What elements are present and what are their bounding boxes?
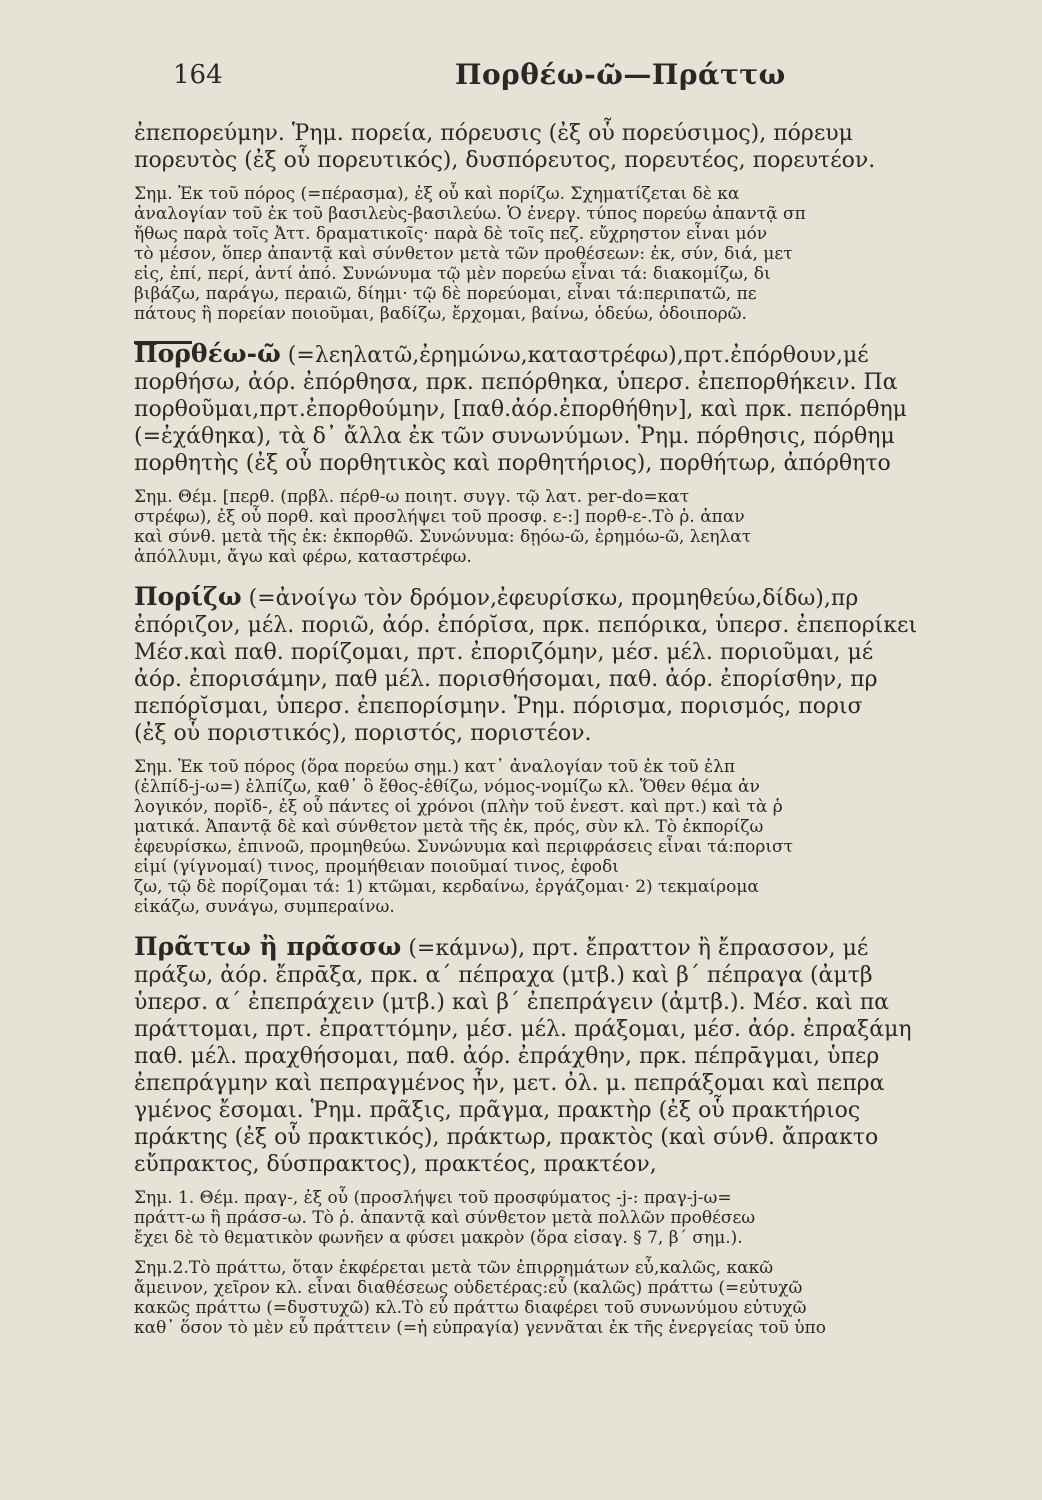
- note-line: καὶ σύνθ. μετὰ τῆς ἐκ: ἐκπορθῶ. Συνώνυμα: δῃόω-ῶ, ἐρημόω-ῶ, λεηλατ: [134, 527, 752, 547]
- note-line: πράττ-ω ἢ πράσσ-ω. Τὸ ῥ. ἀπαντᾷ καὶ σύνθετον μετὰ πολλῶν προθέσεω: [134, 1208, 756, 1228]
- lemma-heading: Πορίζω: [134, 582, 242, 611]
- text-line: Μέσ.καὶ παθ. πορίζομαι, πρτ. ἐποριζόμην, μέσ. μέλ. ποριοῦμαι, μέ: [134, 640, 874, 665]
- entry-continuation: [134, 120, 1042, 174]
- text-line: πορευτὸς (ἐξ οὗ πορευτικός), δυσπόρευτος, πορευτέος, πορευτέον.: [134, 148, 876, 173]
- note-line: Σημ. 1. Θέμ. πραγ-, ἐξ οὗ (προσλήψει τοῦ προσφύματος -j-: πραγ-j-ω=: [134, 1188, 732, 1208]
- note-line: κακῶς πράττω (=δυστυχῶ) κλ.Τὸ εὖ πράττω διαφέρει τοῦ συνωνύμου εὐτυχῶ: [134, 1298, 807, 1318]
- note-portheo: [134, 487, 1042, 567]
- lemma-gloss: (=λεηλατῶ,ἐρημώνω,καταστρέφω),πρτ.ἐπόρθουν,μέ: [280, 343, 869, 368]
- note-line: (ἐλπίδ-j-ω=) ἐλπίζω, καθ᾽ ὃ ἔθος-ἐθίζω, νόμος-νομίζω κλ. Ὅθεν θέμα ἀν: [134, 777, 760, 797]
- text-line: [134, 583, 1042, 612]
- text-line: πορθήσω, ἀόρ. ἐπόρθησα, πρκ. πεπόρθηκα, ὑπερσ. ἐπεπορθήκειν. Πα: [134, 370, 898, 395]
- note-line: ἤθως παρὰ τοῖς Ἀττ. δραματικοῖς· παρὰ δὲ τοῖς πεζ. εὔχρηστον εἶναι μόν: [134, 224, 768, 244]
- text-line: πορθητὴς (ἐξ οὗ πορθητικὸς καὶ πορθητήριος), πορθήτωρ, ἀπόρθητο: [134, 451, 891, 476]
- lemma-heading: Πρᾶττω ἢ πρᾶσσω: [134, 932, 402, 961]
- text-line: πεπόρῐσμαι, ὑπερσ. ἐπεπορίσμην. Ῥημ. πόρισμα, πορισμός, πορισ: [134, 694, 863, 719]
- note-line: εἰς, ἐπί, περί, ἀντί ἀπό. Συνώνυμα τῷ μὲν πορεύω εἶναι τά: διακομίζω, δι: [134, 264, 771, 284]
- text-line: γμένος ἔσομαι. Ῥημ. πρᾶξις, πρᾶγμα, πρακτὴρ (ἐξ οὗ πρακτήριος: [134, 1098, 861, 1123]
- text-line: (ἐξ οὗ ποριστικός), ποριστός, ποριστέον.: [134, 721, 592, 746]
- note-line: λογικόν, πορῐδ-, ἐξ οὗ πάντες οἱ χρόνοι (πλὴν τοῦ ἐνεστ. καὶ πρτ.) καὶ τὰ ῥ: [134, 797, 783, 817]
- entry-porizo: [134, 583, 1042, 747]
- note-line: ἐφευρίσκω, ἐπινοῶ, προμηθεύω. Συνώνυμα καὶ περιφράσεις εἶναι τά:ποριστ: [134, 837, 793, 857]
- note-line: ἀναλογίαν τοῦ ἐκ τοῦ βασιλεὺς-βασιλεύω. Ὁ ἐνεργ. τύπος πορεύω ἀπαντᾷ σπ: [134, 204, 806, 224]
- text-line: ἐπεπράγμην καὶ πεπραγμένος ἦν, μετ. ὀλ. μ. πεπράξομαι καὶ πεπρα: [134, 1071, 885, 1096]
- text-line: εὔπρακτος, δύσπρακτος), πρακτέος, πρακτέον,: [134, 1152, 657, 1177]
- text-line: πορθοῦμαι,πρτ.ἐπορθούμην, [παθ.ἀόρ.ἐπορθήθην], καὶ πρκ. πεπόρθημ: [134, 397, 907, 422]
- text-line: (=ἐχάθηκα), τὰ δ᾽ ἄλλα ἐκ τῶν συνωνύμων. Ῥημ. πόρθησις, πόρθημ: [134, 424, 895, 449]
- text-line: πράττομαι, πρτ. ἐπραττόμην, μέσ. μέλ. πράξομαι, μέσ. ἀόρ. ἐπραξάμη: [134, 1017, 912, 1042]
- note-line: εἰμί (γίγνομαί) τινος, προμήθειαν ποιοῦμαί τινος, ἐφοδι: [134, 857, 619, 877]
- text-line: ἀόρ. ἐπορισάμην, παθ μέλ. πορισθήσομαι, παθ. ἀόρ. ἐπορίσθην, πρ: [134, 667, 878, 692]
- note-line: ἀπόλλυμι, ἄγω καὶ φέρω, καταστρέφω.: [134, 547, 472, 567]
- note-line: Σημ. Θέμ. [περθ. (πρβλ. πέρθ-ω ποιητ. συγγ. τῷ λατ. per-do=κατ: [134, 487, 690, 507]
- note-poreuo: [134, 184, 1042, 324]
- text-line: [134, 933, 1042, 962]
- text-line: ἐπεπορεύμην. Ῥημ. πορεία, πόρευσις (ἐξ οὗ πορεύσιμος), πόρευμ: [134, 121, 853, 146]
- text-line: παθ. μέλ. πραχθήσομαι, παθ. ἀόρ. ἐπράχθην, πρκ. πέπρᾱγμαι, ὑπερ: [134, 1044, 880, 1069]
- dictionary-text: [134, 120, 1042, 1338]
- note-line: Σημ. Ἐκ τοῦ πόρος (=πέρασμα), ἐξ οὗ καὶ πορίζω. Σχηματίζεται δὲ κα: [134, 184, 740, 204]
- note-line: ἔχει δὲ τὸ θεματικὸν φωνῆεν α φύσει μακρὸν (ὅρα εἰσαγ. § 7, β´ σημ.).: [134, 1228, 743, 1248]
- note-line: ζω, τῷ δὲ πορίζομαι τά: 1) κτῶμαι, κερδαίνω, ἐργάζομαι· 2) τεκμαίρομα: [134, 877, 759, 897]
- page-number: 164: [173, 60, 223, 90]
- lemma-gloss: (=κάμνω), πρτ. ἔπραττον ἢ ἔπρασσον, μέ: [401, 936, 869, 961]
- note-line: Σημ.2.Τὸ πράττω, ὅταν ἐκφέρεται μετὰ τῶν ἐπιρρημάτων εὖ,καλῶς, κακῶ: [134, 1258, 774, 1278]
- note-line: εἰκάζω, συνάγω, συμπεραίνω.: [134, 897, 395, 917]
- text-line: ἐπόριζον, μέλ. ποριῶ, ἀόρ. ἐπόρῐσα, πρκ. πεπόρικα, ὑπερσ. ἐπεπορίκει: [134, 613, 918, 638]
- note-line: καθ᾽ ὅσον τὸ μὲν εὖ πράττειν (=ἡ εὐπραγία) γεννᾶται ἐκ τῆς ἐνεργείας τοῦ ὑπο: [134, 1318, 826, 1338]
- note-pratto-2: [134, 1258, 1042, 1338]
- entry-pratto: [134, 933, 1042, 1178]
- note-line: τὸ μέσον, ὅπερ ἀπαντᾷ καὶ σύνθετον μετὰ τῶν προθέσεων: ἐκ, σύν, διά, μετ: [134, 244, 793, 264]
- text-line: πράκτης (ἐξ οὗ πρακτικός), πράκτωρ, πρακτὸς (καὶ σύνθ. ἄπρακτο: [134, 1125, 879, 1150]
- text-line: πράξω, ἀόρ. ἔπρᾱξα, πρκ. α´ πέπραχα (μτβ.) καὶ β´ πέπραγα (ἀμτβ: [134, 963, 873, 988]
- note-line: πάτους ἢ πορείαν ποιοῦμαι, βαδίζω, ἔρχομαι, βαίνω, ὁδεύω, ὁδοιπορῶ.: [134, 304, 747, 324]
- note-pratto-1: [134, 1188, 1042, 1248]
- text-line: [134, 340, 1042, 369]
- note-line: Σημ. Ἐκ τοῦ πόρος (ὅρα πορεύω σημ.) κατ᾽ ἀναλογίαν τοῦ ἐκ τοῦ ἐλπ: [134, 757, 736, 777]
- entry-portheo: [134, 340, 1042, 477]
- note-line: βιβάζω, παράγω, περαιῶ, δίημι· τῷ δὲ πορεύομαι, εἶναι τά:περιπατῶ, πε: [134, 284, 757, 304]
- lemma-heading: Πορθέω-ῶ: [134, 339, 281, 368]
- note-line: ματικά. Ἀπαντᾷ δὲ καὶ σύνθετον μετὰ τῆς ἐκ, πρός, σὺν κλ. Τὸ ἐκπορίζω: [134, 817, 764, 837]
- note-line: ἄμεινον, χεῖρον κλ. εἶναι διαθέσεως οὐδετέρας:εὖ (καλῶς) πράττω (=εὐτυχῶ: [134, 1278, 803, 1298]
- note-porizo: [134, 757, 1042, 917]
- note-line: στρέφω), ἐξ οὗ πορθ. καὶ προσλήψει τοῦ προσφ. ε-:] πορθ-ε-.Τὸ ῥ. ἀπαν: [134, 507, 745, 527]
- running-title: Πορθέω-ῶ—Πράττω: [455, 58, 786, 91]
- page-header: [0, 56, 1042, 96]
- lemma-gloss: (=ἀνοίγω τὸν δρόμον,ἐφευρίσκω, προμηθεύω,δίδω),πρ: [241, 586, 859, 611]
- text-line: ὑπερσ. α´ ἐπεπράχειν (μτβ.) καὶ β´ ἐπεπράγειν (ἀμτβ.). Μέσ. καὶ πα: [134, 990, 890, 1015]
